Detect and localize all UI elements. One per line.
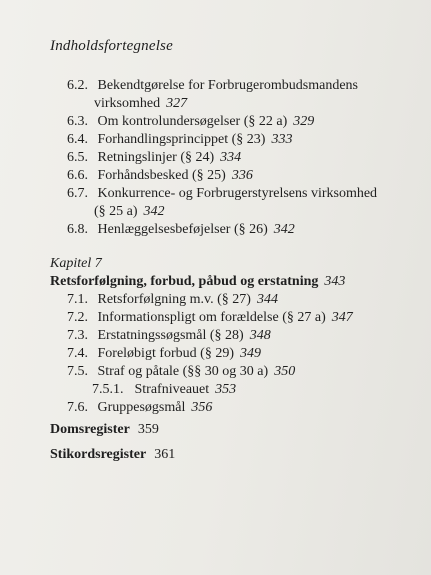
register-entry-doms — [50, 421, 159, 439]
entry-number: 7.1. — [67, 292, 88, 307]
entry-page: 336 — [231, 168, 253, 183]
entry-title: Henlæggelsesbeføjelser (§ 26) — [97, 222, 268, 237]
entry-number: 7.5. — [67, 364, 88, 379]
toc-entry-6-5 — [67, 149, 241, 167]
register-page: 359 — [137, 422, 159, 437]
entry-title-cont: virksomhed — [94, 96, 161, 111]
entry-page: 348 — [249, 328, 271, 343]
entry-title: Forhandlingsprincippet (§ 23) — [97, 132, 266, 147]
entry-page: 344 — [256, 292, 278, 307]
entry-page: 349 — [239, 346, 261, 361]
entry-number: 7.2. — [67, 310, 88, 325]
entry-number: 6.8. — [67, 222, 88, 237]
entry-page: 334 — [220, 150, 242, 165]
running-head: Indholdsfortegnelse — [50, 38, 173, 54]
entry-number: 6.5. — [67, 150, 88, 165]
entry-title: Bekendtgørelse for Forbrugerombudsmandens — [97, 78, 358, 93]
entry-page: 353 — [215, 382, 237, 397]
register-entry-stikord — [50, 446, 175, 464]
entry-number: 7.5.1. — [92, 382, 124, 397]
register-page: 361 — [154, 447, 176, 462]
register-title: Domsregister — [50, 422, 130, 437]
entry-title: Om kontrolundersøgelser (§ 22 a) — [97, 114, 288, 129]
entry-title: Erstatningssøgsmål (§ 28) — [97, 328, 244, 343]
entry-number: 7.4. — [67, 346, 88, 361]
toc-entry-6-2 — [67, 77, 358, 95]
toc-entry-7-1 — [67, 291, 278, 309]
entry-page: 356 — [191, 400, 213, 415]
entry-title: Gruppesøgsmål — [97, 400, 186, 415]
chapter-heading — [50, 273, 345, 291]
register-title: Stikordsregister — [50, 447, 147, 462]
chapter-title: Retsforfølgning, forbud, påbud og erstatning — [50, 274, 319, 289]
entry-page: 342 — [273, 222, 295, 237]
toc-entry-7-2 — [67, 309, 353, 327]
entry-number: 6.4. — [67, 132, 88, 147]
chapter-page: 343 — [324, 274, 346, 289]
entry-number: 7.3. — [67, 328, 88, 343]
entry-page: 347 — [331, 310, 353, 325]
entry-page: 333 — [271, 132, 293, 147]
entry-page: 350 — [274, 364, 296, 379]
entry-title: Strafniveauet — [134, 382, 210, 397]
toc-entry-6-2-cont — [94, 95, 187, 113]
entry-number: 6.3. — [67, 114, 88, 129]
entry-title: Retningslinjer (§ 24) — [97, 150, 215, 165]
entry-title: Straf og påtale (§§ 30 og 30 a) — [97, 364, 269, 379]
toc-entry-7-3 — [67, 327, 271, 345]
toc-entry-6-3 — [67, 113, 314, 131]
entry-number: 6.6. — [67, 168, 88, 183]
toc-entry-7-6 — [67, 399, 212, 417]
toc-entry-6-4 — [67, 131, 292, 149]
entry-title: Informationspligt om forældelse (§ 27 a) — [97, 310, 326, 325]
toc-entry-6-8 — [67, 221, 295, 239]
entry-title: Retsforfølgning m.v. (§ 27) — [97, 292, 251, 307]
entry-number: 6.7. — [67, 186, 88, 201]
toc-entry-6-6 — [67, 167, 253, 185]
entry-page: 342 — [143, 204, 165, 219]
toc-entry-7-5 — [67, 363, 295, 381]
entry-title-cont: (§ 25 a) — [94, 204, 138, 219]
entry-title: Forhåndsbesked (§ 25) — [97, 168, 226, 183]
entry-number: 7.6. — [67, 400, 88, 415]
toc-entry-6-7-cont — [94, 203, 165, 221]
toc-entry-7-4 — [67, 345, 261, 363]
entry-title: Konkurrence- og Forbrugerstyrelsens virksomhed — [97, 186, 378, 201]
entry-page: 329 — [293, 114, 315, 129]
toc-entry-7-5-1 — [92, 381, 236, 399]
entry-title: Foreløbigt forbud (§ 29) — [97, 346, 234, 361]
entry-page: 327 — [166, 96, 188, 111]
entry-number: 6.2. — [67, 78, 88, 93]
toc-entry-6-7 — [67, 185, 377, 203]
chapter-label: Kapitel 7 — [50, 256, 102, 271]
